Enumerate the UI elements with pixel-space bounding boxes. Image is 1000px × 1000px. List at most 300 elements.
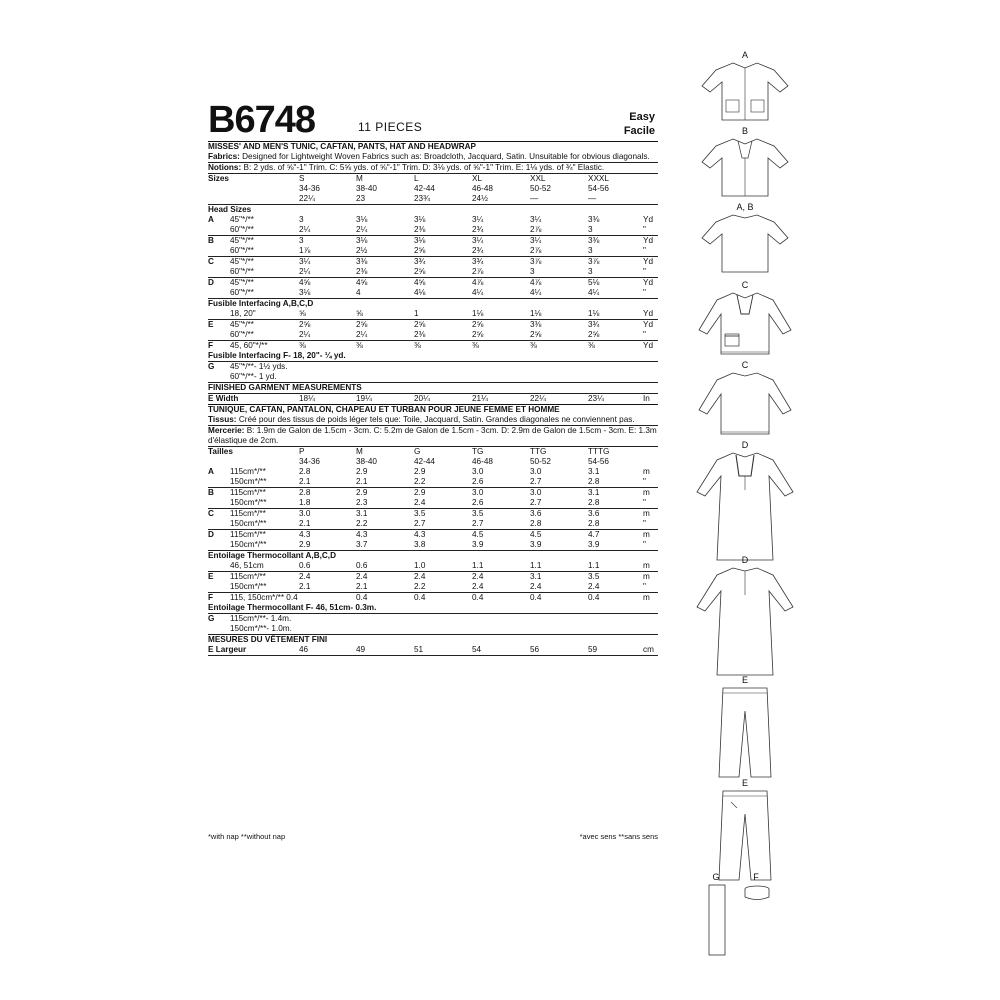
width-cell: 115cm*/** (230, 488, 266, 497)
table-row (208, 498, 658, 508)
view-cell: B (208, 236, 214, 245)
head-sizes-row (208, 194, 658, 204)
table-row (208, 561, 658, 571)
tunic-back-sketch (698, 212, 792, 274)
value-cell: 1⅞ (299, 246, 311, 255)
table-row (208, 488, 658, 498)
view-cell: C (208, 257, 214, 266)
g-line: 150cm*/**- 1.0m. (230, 624, 292, 633)
value-cell: 4.3 (356, 530, 368, 539)
value-cell: 0.4 (356, 593, 368, 602)
value-cell: 2⅞ (530, 225, 542, 234)
value-cell: 2¼ (299, 330, 311, 339)
value-cell: 2.9 (299, 540, 311, 549)
sketch-label: D (741, 555, 749, 565)
value-cell: 2⅝ (472, 330, 484, 339)
value-cell: ⅝ (356, 309, 363, 318)
unit-cell: m (643, 593, 650, 602)
value-cell: 2.2 (414, 582, 426, 591)
value-cell: 2.4 (299, 572, 311, 581)
range-cell: 42-44 (414, 457, 435, 466)
table-row (208, 530, 658, 540)
fabrics-en (208, 152, 658, 162)
sketch-label: B (741, 126, 748, 136)
value-cell: 3.0 (299, 509, 311, 518)
size-cell: M (356, 447, 363, 456)
value-cell: 2¼ (356, 225, 368, 234)
value-cell: 4.3 (299, 530, 311, 539)
headwrap-g-sketch (708, 884, 726, 956)
head-size-cell: 22¼ (299, 194, 315, 203)
difficulty-level (624, 110, 655, 138)
value-cell: 59 (588, 645, 598, 654)
unit-cell: Yd (643, 320, 654, 329)
value-cell: 3¾ (588, 320, 600, 329)
value-cell: 2⅝ (356, 320, 368, 329)
value-cell: 2.7 (472, 519, 484, 528)
value-cell: ⅜ (299, 341, 306, 350)
table-row (208, 320, 658, 330)
width-label: E Largeur (208, 645, 247, 654)
view-cell: D (208, 278, 214, 287)
view-cell: F (208, 593, 214, 602)
unit-cell: " (643, 540, 646, 549)
value-cell: 2.8 (588, 498, 600, 507)
hat-f-sketch (742, 884, 772, 902)
g-line: 60"*/**- 1 yd. (230, 372, 277, 381)
value-cell: 3 (530, 267, 535, 276)
table-row (208, 477, 658, 487)
width-cell: 150cm*/** (230, 519, 267, 528)
range-cell: 46-48 (472, 184, 493, 193)
table-row (208, 225, 658, 235)
value-cell: 4.5 (530, 530, 542, 539)
value-cell: 4.7 (588, 530, 600, 539)
width-cell: 115, 150cm*/** 0.4 (230, 593, 298, 602)
width-cell: 115cm*/** (230, 530, 266, 539)
range-cell: 50-52 (530, 457, 551, 466)
value-cell: 3⅞ (530, 257, 542, 266)
size-cell: XXXL (588, 174, 609, 183)
table-row (208, 362, 658, 372)
view-cell: E (208, 320, 214, 329)
value-cell: 2.8 (299, 467, 311, 476)
sizes-row (208, 447, 658, 457)
value-cell: 2.7 (414, 519, 426, 528)
table-row (208, 540, 658, 550)
value-cell: 3⅛ (299, 288, 311, 297)
width-cell: 60"*/** (230, 330, 254, 339)
value-cell: 4.5 (472, 530, 484, 539)
value-cell: 3 (588, 267, 593, 276)
size-cell: S (299, 174, 305, 183)
value-cell: 2.1 (356, 582, 368, 591)
width-cell: 150cm*/** (230, 582, 267, 591)
value-cell: 0.4 (414, 593, 426, 602)
value-cell: 21¼ (472, 394, 488, 403)
sketch-label: C (741, 360, 749, 370)
value-cell: 1⅛ (472, 309, 484, 318)
unit-cell: m (643, 561, 650, 570)
value-cell: 4.3 (414, 530, 426, 539)
table-row (208, 624, 658, 634)
size-cell: P (299, 447, 305, 456)
value-cell: 20¼ (414, 394, 430, 403)
unit-cell: Yd (643, 309, 654, 318)
range-cell: 46-48 (472, 457, 493, 466)
value-cell: 3.0 (472, 467, 484, 476)
value-cell: ⅜ (356, 341, 363, 350)
value-cell: ⅝ (299, 309, 306, 318)
tunic-b-sketch (698, 136, 792, 198)
size-cell: G (414, 447, 421, 456)
width-cell: 60"*/** (230, 267, 254, 276)
value-cell: 2.3 (356, 498, 368, 507)
width-cell: 150cm*/** (230, 477, 267, 486)
width-cell: 60"*/** (230, 288, 254, 297)
tunic-c-sketch (695, 290, 795, 356)
table-row (208, 257, 658, 267)
value-cell: 2.9 (356, 488, 368, 497)
value-cell: 18¼ (299, 394, 315, 403)
value-cell: 3¼ (472, 236, 484, 245)
table-row (208, 509, 658, 519)
value-cell: 2⅜ (414, 330, 426, 339)
value-cell: 1.0 (414, 561, 426, 570)
unit-cell: m (643, 572, 650, 581)
value-cell: 3⅜ (588, 236, 600, 245)
width-cell: 150cm*/** (230, 498, 267, 507)
value-cell: 3.1 (530, 572, 542, 581)
value-cell: 2.9 (356, 467, 368, 476)
difficulty-fr: Facile (623, 125, 655, 137)
unit-cell: " (643, 225, 646, 234)
value-cell: 22¼ (530, 394, 546, 403)
value-cell: 56 (530, 645, 540, 654)
value-cell: 2⅝ (414, 267, 426, 276)
value-cell: 3.5 (472, 509, 484, 518)
value-cell: 0.6 (356, 561, 368, 570)
value-cell: 0.4 (472, 593, 484, 602)
value-cell: 2.8 (299, 488, 311, 497)
value-cell: 2.4 (414, 572, 426, 581)
value-cell: 3 (588, 246, 593, 255)
value-cell: 2¼ (299, 225, 311, 234)
value-cell: 4⅞ (530, 278, 542, 287)
fabrics-label: Tissus: (208, 415, 237, 424)
value-cell: 2⅞ (472, 267, 484, 276)
width-cell: 45"*/** (230, 215, 254, 224)
size-cell: M (356, 174, 363, 183)
caftan-d-back-sketch (693, 565, 797, 677)
view-cell: F (208, 341, 214, 350)
finished-label-fr: MESURES DU VÊTEMENT FINI (208, 635, 328, 644)
ranges-row (208, 184, 658, 194)
value-cell: 3.9 (588, 540, 600, 549)
unit-cell: " (643, 288, 646, 297)
width-cell: 46, 51cm (230, 561, 264, 570)
unit-cell: m (643, 530, 650, 539)
size-cell: TTG (530, 447, 547, 456)
width-cell: 115cm*/** (230, 572, 266, 581)
value-cell: 2.4 (530, 582, 542, 591)
unit-cell: Yd (643, 236, 654, 245)
value-cell: 3 (588, 225, 593, 234)
value-cell: 3¼ (530, 215, 542, 224)
table-row (208, 267, 658, 277)
interfacing-label-en: Fusible Interfacing A,B,C,D (208, 299, 314, 308)
width-cell: 60"*/** (230, 225, 254, 234)
yardage-chart (208, 141, 658, 841)
ranges-row (208, 457, 658, 467)
value-cell: 2½ (356, 246, 368, 255)
footnote-fr: *avec sens **sans sens (579, 832, 658, 841)
value-cell: 49 (356, 645, 366, 654)
range-cell: 38-40 (356, 184, 377, 193)
pieces-count: 11 PIECES (358, 120, 423, 134)
value-cell: 2⅜ (414, 225, 426, 234)
yardage-groups-fr (208, 467, 658, 551)
footnotes (208, 832, 658, 844)
unit-cell: " (643, 519, 646, 528)
head-size-cell: 24½ (472, 194, 488, 203)
unit-cell: " (643, 246, 646, 255)
sizes-row (208, 174, 658, 184)
value-cell: 3⅛ (414, 215, 426, 224)
value-cell: 2.8 (588, 519, 600, 528)
unit-cell: m (643, 467, 650, 476)
unit-cell: " (643, 267, 646, 276)
table-row (208, 309, 658, 319)
value-cell: 3¼ (299, 257, 311, 266)
sketch-label: F (753, 872, 759, 882)
view-cell: A (208, 215, 214, 224)
notions-fr (208, 426, 658, 446)
value-cell: 2¼ (299, 267, 311, 276)
value-cell: 3.6 (588, 509, 600, 518)
value-cell: 19¼ (356, 394, 372, 403)
value-cell: 2.4 (356, 572, 368, 581)
value-cell: 3⅛ (356, 215, 368, 224)
value-cell: 4 (356, 288, 361, 297)
range-cell: 54-56 (588, 184, 609, 193)
unit-cell: m (643, 509, 650, 518)
fabrics-text: Créé pour des tissus de poids léger tels que: Toile, Jacquard, Satin. Grandes diagonales ne conviennent pas. (238, 415, 635, 424)
width-cell: 115cm*/** (230, 467, 266, 476)
sketch-label: D (741, 440, 749, 450)
view-cell: C (208, 509, 214, 518)
value-cell: 3¼ (472, 215, 484, 224)
head-size-cell: 23¾ (414, 194, 430, 203)
range-cell: 34-36 (299, 457, 320, 466)
unit-cell: cm (643, 645, 654, 654)
unit-cell: " (643, 477, 646, 486)
fabrics-label: Fabrics: (208, 152, 240, 161)
value-cell: 3.8 (414, 540, 426, 549)
value-cell: 2.4 (472, 582, 484, 591)
sketch-label: E (741, 675, 748, 685)
range-cell: 34-36 (299, 184, 320, 193)
footnote-en: *with nap **without nap (208, 832, 286, 841)
value-cell: 23¼ (588, 394, 604, 403)
view-cell: D (208, 530, 214, 539)
size-cell: XXL (530, 174, 546, 183)
value-cell: 1.1 (472, 561, 484, 570)
value-cell: 4⅞ (472, 278, 484, 287)
value-cell: 5⅛ (588, 278, 600, 287)
sizes-label: Sizes (208, 174, 229, 183)
size-cell: L (414, 174, 419, 183)
interfacing-label-fr: Entoilage Thermocollant A,B,C,D (208, 551, 336, 560)
value-cell: 3.7 (356, 540, 368, 549)
width-cell: 115cm*/** (230, 509, 266, 518)
value-cell: 3.6 (530, 509, 542, 518)
value-cell: 3.9 (472, 540, 484, 549)
technical-sketches (690, 50, 800, 960)
unit-cell: Yd (643, 341, 654, 350)
value-cell: 2⅝ (299, 320, 311, 329)
tunic-a-sketch (698, 60, 792, 122)
yardage-group-e-fr (208, 571, 658, 592)
table-row (208, 593, 658, 603)
table-row (208, 372, 658, 382)
value-cell: 3.0 (472, 488, 484, 497)
value-cell: 51 (414, 645, 424, 654)
yardage-groups-en (208, 215, 658, 299)
value-cell: 1.8 (299, 498, 311, 507)
difficulty-en: Easy (629, 111, 655, 123)
unit-cell: Yd (643, 257, 654, 266)
view-cell: E (208, 572, 214, 581)
interfacing-f-fr: Entoilage Thermocollant F- 46, 51cm- 0.3m. (208, 603, 377, 612)
range-cell: 54-56 (588, 457, 609, 466)
head-size-cell: — (588, 194, 597, 203)
notions-label: Mercerie: (208, 426, 245, 435)
width-cell: 60"*/** (230, 246, 254, 255)
sketch-label: A (741, 50, 748, 60)
table-row (208, 645, 658, 655)
value-cell: 2.6 (472, 498, 484, 507)
tunic-c-back-sketch (695, 370, 795, 436)
unit-cell: In (643, 394, 650, 403)
view-cell: G (208, 614, 215, 623)
value-cell: ⅜ (414, 341, 421, 350)
head-size-cell: 23 (356, 194, 366, 203)
fabrics-text: Designed for Lightweight Woven Fabrics such as: Broadcloth, Jacquard, Satin. Unsuitable for obvious diagonals. (242, 152, 650, 161)
g-line: 45"*/**- 1½ yds. (230, 362, 288, 371)
value-cell: 2⅝ (414, 246, 426, 255)
pants-e-sketch (715, 685, 775, 779)
value-cell: 2⅝ (472, 320, 484, 329)
table-row (208, 394, 658, 404)
title-fr: TUNIQUE, CAFTAN, PANTALON, CHAPEAU ET TURBAN POUR JEUNE FEMME ET HOMME (208, 405, 560, 414)
value-cell: 2.8 (530, 519, 542, 528)
table-row (208, 341, 658, 351)
sketch-label: A, B (736, 202, 754, 212)
value-cell: 4⅛ (414, 288, 426, 297)
value-cell: 2.7 (530, 498, 542, 507)
width-label: E Width (208, 394, 239, 403)
value-cell: 0.4 (588, 593, 600, 602)
width-cell: 150cm*/** (230, 540, 267, 549)
head-sizes-label: Head Sizes (208, 205, 252, 214)
value-cell: 4⅝ (356, 278, 368, 287)
value-cell: 2⅝ (414, 320, 426, 329)
table-row (208, 519, 658, 529)
divider (208, 655, 658, 656)
interfacing-f-en: Fusible Interfacing F- 18, 20"- ¼ yd. (208, 351, 346, 360)
value-cell: 0.6 (299, 561, 311, 570)
sketch-label: C (741, 280, 749, 290)
pants-e-back-sketch (715, 788, 775, 882)
unit-cell: Yd (643, 278, 654, 287)
value-cell: 3.5 (588, 572, 600, 581)
value-cell: 2.6 (472, 477, 484, 486)
value-cell: 4⅝ (299, 278, 311, 287)
view-cell: A (208, 467, 214, 476)
table-row (208, 582, 658, 592)
value-cell: 2.4 (472, 572, 484, 581)
value-cell: 2.1 (299, 477, 311, 486)
value-cell: 3.9 (530, 540, 542, 549)
value-cell: 3¼ (530, 236, 542, 245)
value-cell: 2.9 (414, 467, 426, 476)
value-cell: 3⅜ (588, 215, 600, 224)
value-cell: 3⅛ (414, 236, 426, 245)
value-cell: 54 (472, 645, 482, 654)
width-cell: 45"*/** (230, 257, 254, 266)
value-cell: 1.1 (588, 561, 600, 570)
finished-label-en: FINISHED GARMENT MEASUREMENTS (208, 383, 362, 392)
value-cell: 2⅜ (356, 267, 368, 276)
value-cell: 2.9 (414, 488, 426, 497)
value-cell: 2¾ (472, 246, 484, 255)
view-cell: B (208, 488, 214, 497)
value-cell: 3.5 (414, 509, 426, 518)
pattern-code: B6748 (208, 99, 315, 141)
value-cell: 3 (299, 236, 304, 245)
value-cell: 2⅝ (588, 330, 600, 339)
range-cell: 38-40 (356, 457, 377, 466)
value-cell: 3.1 (588, 488, 600, 497)
value-cell: 3¾ (472, 257, 484, 266)
value-cell: 2.4 (588, 582, 600, 591)
value-cell: ⅜ (588, 341, 595, 350)
value-cell: 3⅜ (356, 257, 368, 266)
value-cell: 3 (299, 215, 304, 224)
view-cell: G (208, 362, 215, 371)
sketch-label: G (712, 872, 720, 882)
value-cell: 4⅝ (414, 278, 426, 287)
value-cell: 3⅞ (588, 257, 600, 266)
g-line: 115cm*/**- 1.4m. (230, 614, 292, 623)
unit-cell: m (643, 488, 650, 497)
table-row (208, 236, 658, 246)
value-cell: 3⅜ (530, 320, 542, 329)
table-row (208, 572, 658, 582)
caftan-d-sketch (693, 450, 797, 562)
table-row (208, 215, 658, 225)
sketch-label: E (741, 778, 748, 788)
value-cell: 46 (299, 645, 309, 654)
value-cell: 3.1 (588, 467, 600, 476)
size-cell: XL (472, 174, 483, 183)
width-cell: 45"*/** (230, 278, 254, 287)
fabrics-fr (208, 415, 658, 425)
table-row (208, 330, 658, 340)
value-cell: 3.0 (530, 488, 542, 497)
notions-en (208, 163, 658, 173)
